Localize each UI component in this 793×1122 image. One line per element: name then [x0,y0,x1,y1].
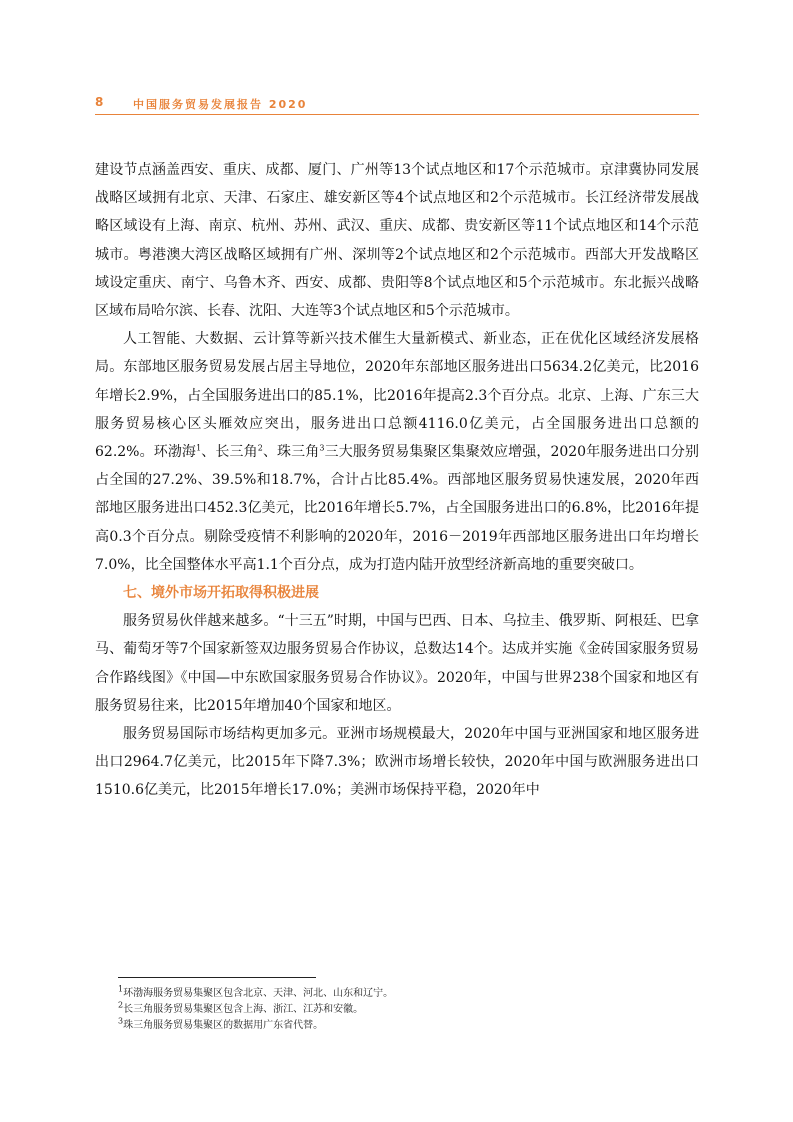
text-segment: 人工智能、大数据、云计算等新兴技术催生大量新模式、新业态，正在优化区域经济发展格局。东部地区服务贸易发展占居主导地位，2020年东部地区服务进出口5634.2亿美元，比2016年增长2.9%，占全国服务进出口的85.1%，比2016年提高2.3个百分点。北京、上海、广东三大服务贸易核心区头雁效应突出，服务进出口总额4116.0亿美元，占全国服务进出口总额的62.2%。环渤海 [95,331,699,461]
header-divider [95,114,699,115]
footnote-mark: 1 [118,984,124,994]
running-header [95,95,699,113]
footnote-ref-1: 1 [196,443,202,453]
paragraph-partners: 服务贸易伙伴越来越多。“十三五”时期，中国与巴西、日本、乌拉圭、俄罗斯、阿根廷、巴拿马、葡萄牙等7个国家新签双边服务贸易合作协议，总数达14个。达成并实施《金砖国家服务贸易合作路线图》《中国—中东欧国家服务贸易合作协议》。2020年，中国与世界238个国家和地区有服务贸易往来，比2015年增加40个国家和地区。 [95,613,699,714]
paragraph-market-structure: 服务贸易国际市场结构更加多元。亚洲市场规模最大，2020年中国与亚洲国家和地区服务进出口2964.7亿美元，比2015年下降7.3%；欧洲市场增长较快，2020年中国与欧洲服务进出口1510.6亿美元，比2015年增长17.0%；美洲市场保持平稳，2020年中 [95,726,699,799]
paragraph-regional-pattern [95,325,699,579]
footnote-mark: 2 [118,1000,124,1010]
footnotes [118,986,678,1034]
footnote-text: 珠三角服务贸易集聚区的数据用广东省代替。 [123,1020,324,1031]
footnote-mark: 3 [118,1016,124,1026]
main-text [95,156,699,805]
footnote-ref-2: 2 [257,443,263,453]
page-number: 8 [95,95,106,109]
footnote [118,1018,678,1034]
text-segment: 、长三角 [201,444,258,461]
section-heading: 七、境外市场开拓取得积极进展 [123,585,319,602]
paragraph-pilot-areas: 建设节点涵盖西安、重庆、成都、厦门、广州等13个试点地区和17个示范城市。京津冀协同发展战略区域拥有北京、天津、石家庄、雄安新区等4个试点地区和2个示范城市。长江经济带发展战略区域设有上海、南京、杭州、苏州、武汉、重庆、成都、贵安新区等11个试点地区和14个示范城市。粤港澳大湾区战略区域拥有广州、深圳等2个试点地区和2个示范城市。西部大开发战略区域设定重庆、南宁、乌鲁木齐、西安、成都、贵阳等8个试点地区和5个示范城市。东北振兴战略区域布局哈尔滨、长春、沈阳、大连等3个试点地区和5个示范城市。 [95,162,699,320]
footnote [118,1002,678,1018]
footnote-text: 长三角服务贸易集聚区包含上海、浙江、江苏和安徽。 [123,1004,364,1015]
footnote-ref-3: 3 [319,443,325,453]
footnote [118,986,678,1002]
text-segment: 三大服务贸易集聚区集聚效应增强，2020年服务进出口分别占全国的27.2%、39.5%和18.7%，合计占比85.4%。西部地区服务贸易快速发展，2020年西部地区服务进出口452.3亿美元，比2016年增长5.7%，占全国服务进出口的6.8%，比2016年提高0.3个百分点。剔除受疫情不利影响的2020年，2016－2019年西部地区服务进出口年均增长7.0%，比全国整体水平高1.1个百分点，成为打造内陆开放型经济新高地的重要突破口。 [95,444,699,573]
report-title: 中国服务贸易发展报告 2020 [133,98,308,111]
text-segment: 、珠三角 [262,444,320,461]
footnote-text: 环渤海服务贸易集聚区包含北京、天津、河北、山东和辽宁。 [123,988,394,999]
footnote-divider [118,977,316,978]
